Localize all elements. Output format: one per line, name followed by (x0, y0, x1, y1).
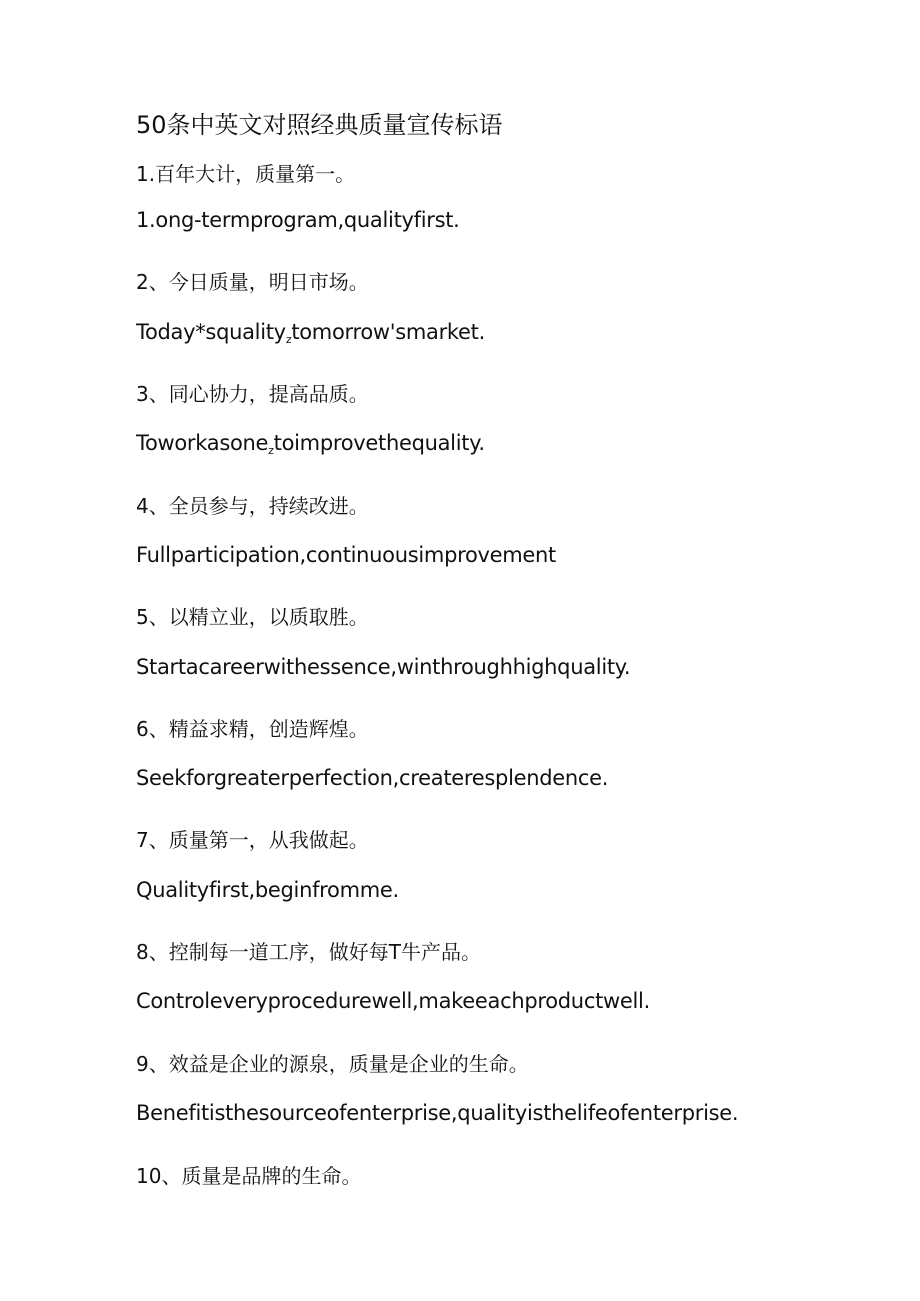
slogan-4-english: Fullparticipation,continuousimprovement (136, 543, 556, 567)
document-title: 50条中英文对照经典质量宣传标语 (136, 111, 503, 139)
slogan-3-english-part2: toimprovethequality. (273, 431, 485, 455)
slogan-2-english-part1: Today*squality (136, 320, 286, 344)
slogan-4-chinese: 4、全员参与，持续改进。 (136, 494, 369, 518)
slogan-5-chinese: 5、以精立业，以质取胜。 (136, 605, 369, 629)
slogan-6-english: Seekforgreaterperfection,createresplendence. (136, 766, 609, 790)
slogan-10-chinese: 10、质量是品牌的生命。 (136, 1164, 362, 1188)
slogan-2-english-part2: tomorrow'smarket. (291, 320, 485, 344)
slogan-1-english: 1.ong-termprogram,qualityfirst. (136, 208, 460, 232)
slogan-2-english (136, 322, 485, 345)
slogan-7-english: Qualityfirst,beginfromme. (136, 878, 399, 902)
slogan-1-chinese: 1.百年大计，质量第一。 (136, 162, 356, 186)
slogan-3-english (136, 433, 485, 456)
slogan-9-english: Benefitisthesourceofenterprise,qualityisthelifeofenterprise. (136, 1101, 739, 1125)
slogan-6-chinese: 6、精益求精，创造辉煌。 (136, 717, 369, 741)
slogan-8-chinese: 8、控制每一道工序，做好每T牛产品。 (136, 940, 481, 964)
slogan-3-chinese: 3、同心协力，提高品质。 (136, 382, 369, 406)
slogan-3-english-part1: Toworkasone (136, 431, 269, 455)
slogan-3-english-subscript: z (268, 444, 274, 457)
slogan-2-english-subscript: z (285, 333, 292, 346)
slogan-2-chinese: 2、今日质量，明日市场。 (136, 270, 369, 294)
slogan-8-english: Controleveryprocedurewell,makeeachproductwell. (136, 989, 650, 1013)
slogan-5-english: Startacareerwithessence,winthroughhighquality. (136, 655, 631, 679)
slogan-7-chinese: 7、质量第一，从我做起。 (136, 828, 369, 852)
slogan-9-chinese: 9、效益是企业的源泉，质量是企业的生命。 (136, 1052, 529, 1076)
